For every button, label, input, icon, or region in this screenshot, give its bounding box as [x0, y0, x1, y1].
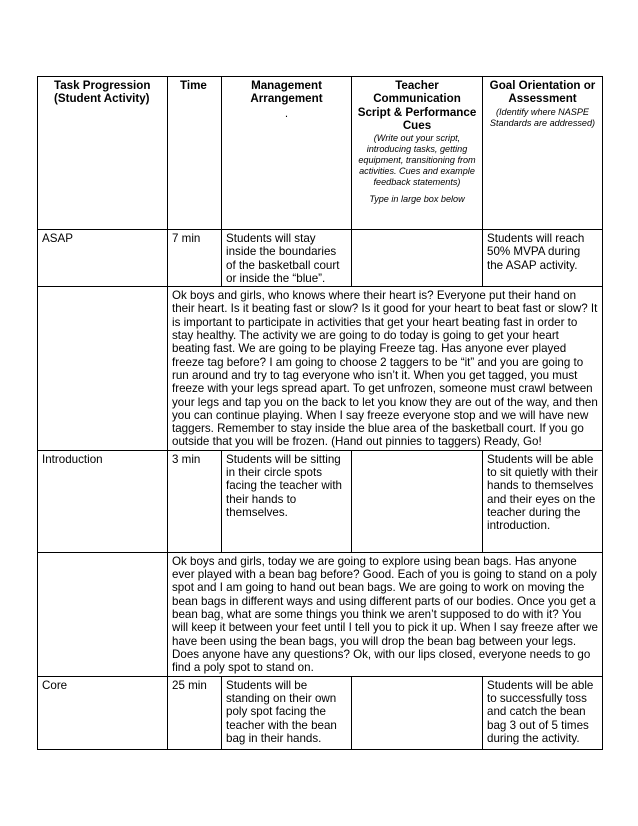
task-cell-empty — [38, 287, 168, 451]
time-cell: 25 min — [168, 676, 222, 749]
script-row — [38, 287, 603, 451]
table-row — [38, 676, 603, 749]
header-goal-note: (Identify where NASPE Standards are addressed) — [489, 106, 596, 128]
header-task: Task Progression (Student Activity) — [38, 77, 168, 230]
header-management: Management Arrangement . — [222, 77, 352, 230]
task-cell: ASAP — [38, 230, 168, 287]
teacher-script: Ok boys and girls, today we are going to explore using bean bags. Has anyone ever played with a bean bag before? Good. Each of you is going to stand on a poly spot and I am going to hand out bean bags. We are going to work on moving the bean bags in different ways and using different parts of our bodies. Once you get a bean bag, what are some things you think we aren’t supposed to do with it? You will keep it between your feet until I tell you to pick it up. When I say freeze after we have been using the bean bags, you will drop the bean bag between your legs. Does anyone have any questions? Ok, with our lips closed, everyone needs to go find a poly spot to stand on. — [168, 552, 603, 676]
task-cell: Core — [38, 676, 168, 749]
goal-cell: Students will be able to successfully toss and catch the bean bag 3 out of 5 times during the activity. — [483, 676, 603, 749]
table-row — [38, 450, 603, 552]
goal-cell: Students will reach 50% MVPA during the ASAP activity. — [483, 230, 603, 287]
teacher-cell — [352, 230, 483, 287]
table-row — [38, 230, 603, 287]
goal-cell: Students will be able to sit quietly with their hands to themselves and their eyes on the teacher during the introduction. — [483, 450, 603, 552]
lesson-plan-table — [37, 76, 603, 750]
header-time: Time — [168, 77, 222, 230]
management-cell: Students will be sitting in their circle spots facing the teacher with their hands to themselves. — [222, 450, 352, 552]
task-cell: Introduction — [38, 450, 168, 552]
header-teacher-note: (Write out your script, introducing tasks, getting equipment, transitioning from activities. Cues and example feedback statements) — [358, 133, 476, 188]
header-row — [38, 77, 603, 230]
task-cell-empty — [38, 552, 168, 676]
script-row — [38, 552, 603, 676]
management-cell: Students will stay inside the boundaries of the basketball court or inside the “blue”. — [222, 230, 352, 287]
management-cell: Students will be standing on their own poly spot facing the teacher with the bean bag in their hands. — [222, 676, 352, 749]
header-teacher: Teacher Communication Script & Performance Cues (Write out your script, introducing tasks, getting equipment, transitioning from activities. Cues and example feedback statements) Type in large box below — [352, 77, 483, 230]
header-teacher-note-2: Type in large box below — [369, 194, 465, 205]
teacher-script: Ok boys and girls, who knows where their heart is? Everyone put their hand on their heart. Is it beating fast or slow? Is it good for your heart to beat fast or slow? It is important to participate in activities that get your heart beating fast in order to stay healthy. The activity we are going to do today is going to get your heart beating fast. We are going to be playing Freeze tag. Has anyone ever played freeze tag before? I am going to choose 2 taggers to be “it” and you are going to run around and try to tag everyone who isn’t it. When you get tagged, you must freeze with your legs spread apart. To get unfrozen, someone must crawl between your legs and tap you on the back to let you know they are out of the way, and then you can continue playing. When I say freeze everyone stop and we will have new taggers. Remember to stay inside the blue area of the basketball court. If you go outside that you will be frozen. (Hand out pinnies to taggers) Ready, Go! — [168, 287, 603, 451]
header-goal: Goal Orientation or Assessment (Identify where NASPE Standards are addressed) — [483, 77, 603, 230]
teacher-cell — [352, 450, 483, 552]
header-management-note: . — [284, 106, 289, 120]
teacher-cell — [352, 676, 483, 749]
time-cell: 3 min — [168, 450, 222, 552]
time-cell: 7 min — [168, 230, 222, 287]
